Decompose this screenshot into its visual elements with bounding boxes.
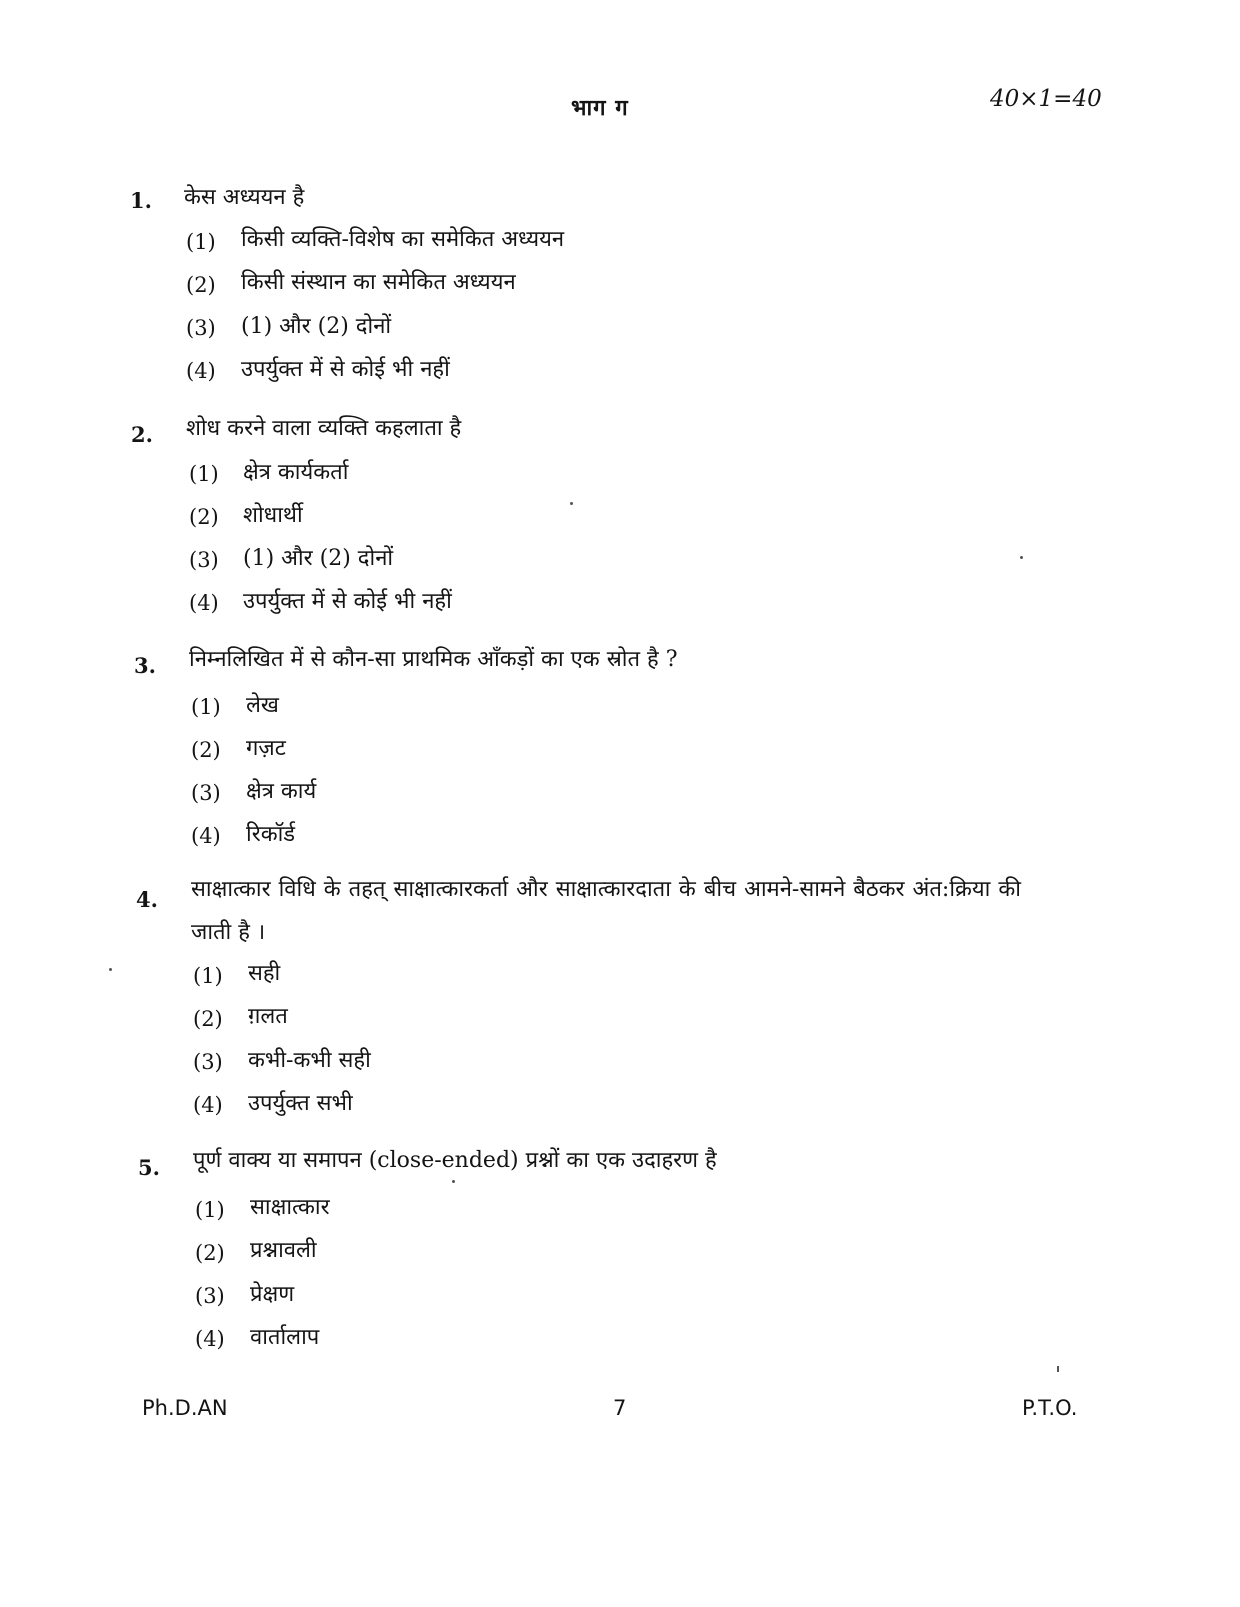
option-text: क्षेत्र कार्य xyxy=(246,779,317,804)
option-number: (2) xyxy=(189,505,219,529)
page-number: 7 xyxy=(613,1396,627,1420)
option-text: कभी-कभी सही xyxy=(248,1048,371,1073)
section-title: भाग ग xyxy=(571,95,629,121)
option-text: उपर्युक्त में से कोई भी नहीं xyxy=(241,357,450,382)
scan-speck xyxy=(570,502,573,505)
question-number: 4. xyxy=(136,887,158,912)
question-text: केस अध्ययन है xyxy=(184,185,305,210)
question-text: साक्षात्कार विधि के तहत् साक्षात्कारकर्ता और साक्षात्कारदाता के बीच आमने-सामने बैठकर अंत:क्रिया की जाती है । xyxy=(191,877,1021,945)
option-number: (3) xyxy=(193,1050,223,1074)
option-number: (1) xyxy=(186,230,216,254)
option-number: (1) xyxy=(189,462,219,486)
question-number: 5. xyxy=(138,1155,160,1180)
option-text: ग़लत xyxy=(248,1004,288,1029)
please-turn-over: P.T.O. xyxy=(1022,1396,1078,1420)
option-number: (3) xyxy=(191,781,221,805)
question-text: निम्नलिखित में से कौन-सा प्राथमिक आँकड़ों का एक स्रोत है ? xyxy=(189,647,678,672)
option-number: (2) xyxy=(195,1241,225,1265)
option-text: गज़ट xyxy=(246,736,286,761)
option-text: किसी व्यक्ति-विशेष का समेकित अध्ययन xyxy=(241,227,565,252)
option-text: प्रश्नावली xyxy=(250,1238,317,1263)
option-number: (3) xyxy=(186,316,216,340)
option-number: (4) xyxy=(191,824,221,848)
option-number: (2) xyxy=(191,738,221,762)
option-number: (1) xyxy=(193,964,223,988)
option-number: (4) xyxy=(193,1093,223,1117)
question-text: शोध करने वाला व्यक्ति कहलाता है xyxy=(186,416,462,441)
option-number: (2) xyxy=(186,273,216,297)
option-number: (3) xyxy=(189,548,219,572)
option-text: सही xyxy=(248,961,281,986)
option-text: उपर्युक्त सभी xyxy=(248,1091,353,1116)
option-text: रिकॉर्ड xyxy=(246,822,296,847)
option-text: उपर्युक्त में से कोई भी नहीं xyxy=(243,589,452,614)
option-number: (4) xyxy=(186,359,216,383)
question-number: 2. xyxy=(131,422,153,447)
scan-speck xyxy=(1057,1366,1059,1372)
paper-code: Ph.D.AN xyxy=(142,1396,228,1420)
option-text: क्षेत्र कार्यकर्ता xyxy=(243,460,349,485)
option-text: प्रेक्षण xyxy=(250,1282,295,1307)
option-number: (3) xyxy=(195,1284,225,1308)
option-number: (2) xyxy=(193,1007,223,1031)
scan-speck xyxy=(1020,556,1023,559)
option-text: वार्तालाप xyxy=(250,1325,320,1350)
option-text: (1) और (2) दोनों xyxy=(241,314,392,339)
option-number: (4) xyxy=(189,591,219,615)
marks-allocation: 40×1=40 xyxy=(990,86,1102,112)
option-number: (1) xyxy=(195,1198,225,1222)
option-number: (4) xyxy=(195,1327,225,1351)
scan-speck xyxy=(452,1180,455,1183)
question-text: पूर्ण वाक्य या समापन (close-ended) प्रश्नों का एक उदाहरण है xyxy=(193,1148,717,1173)
question-number: 3. xyxy=(134,653,156,678)
option-number: (1) xyxy=(191,695,221,719)
question-number: 1. xyxy=(130,188,152,213)
option-text: किसी संस्थान का समेकित अध्ययन xyxy=(241,270,516,295)
scan-speck xyxy=(109,968,112,971)
option-text: (1) और (2) दोनों xyxy=(243,546,394,571)
option-text: लेख xyxy=(246,693,279,718)
option-text: साक्षात्कार xyxy=(250,1195,330,1220)
option-text: शोधार्थी xyxy=(243,503,303,528)
